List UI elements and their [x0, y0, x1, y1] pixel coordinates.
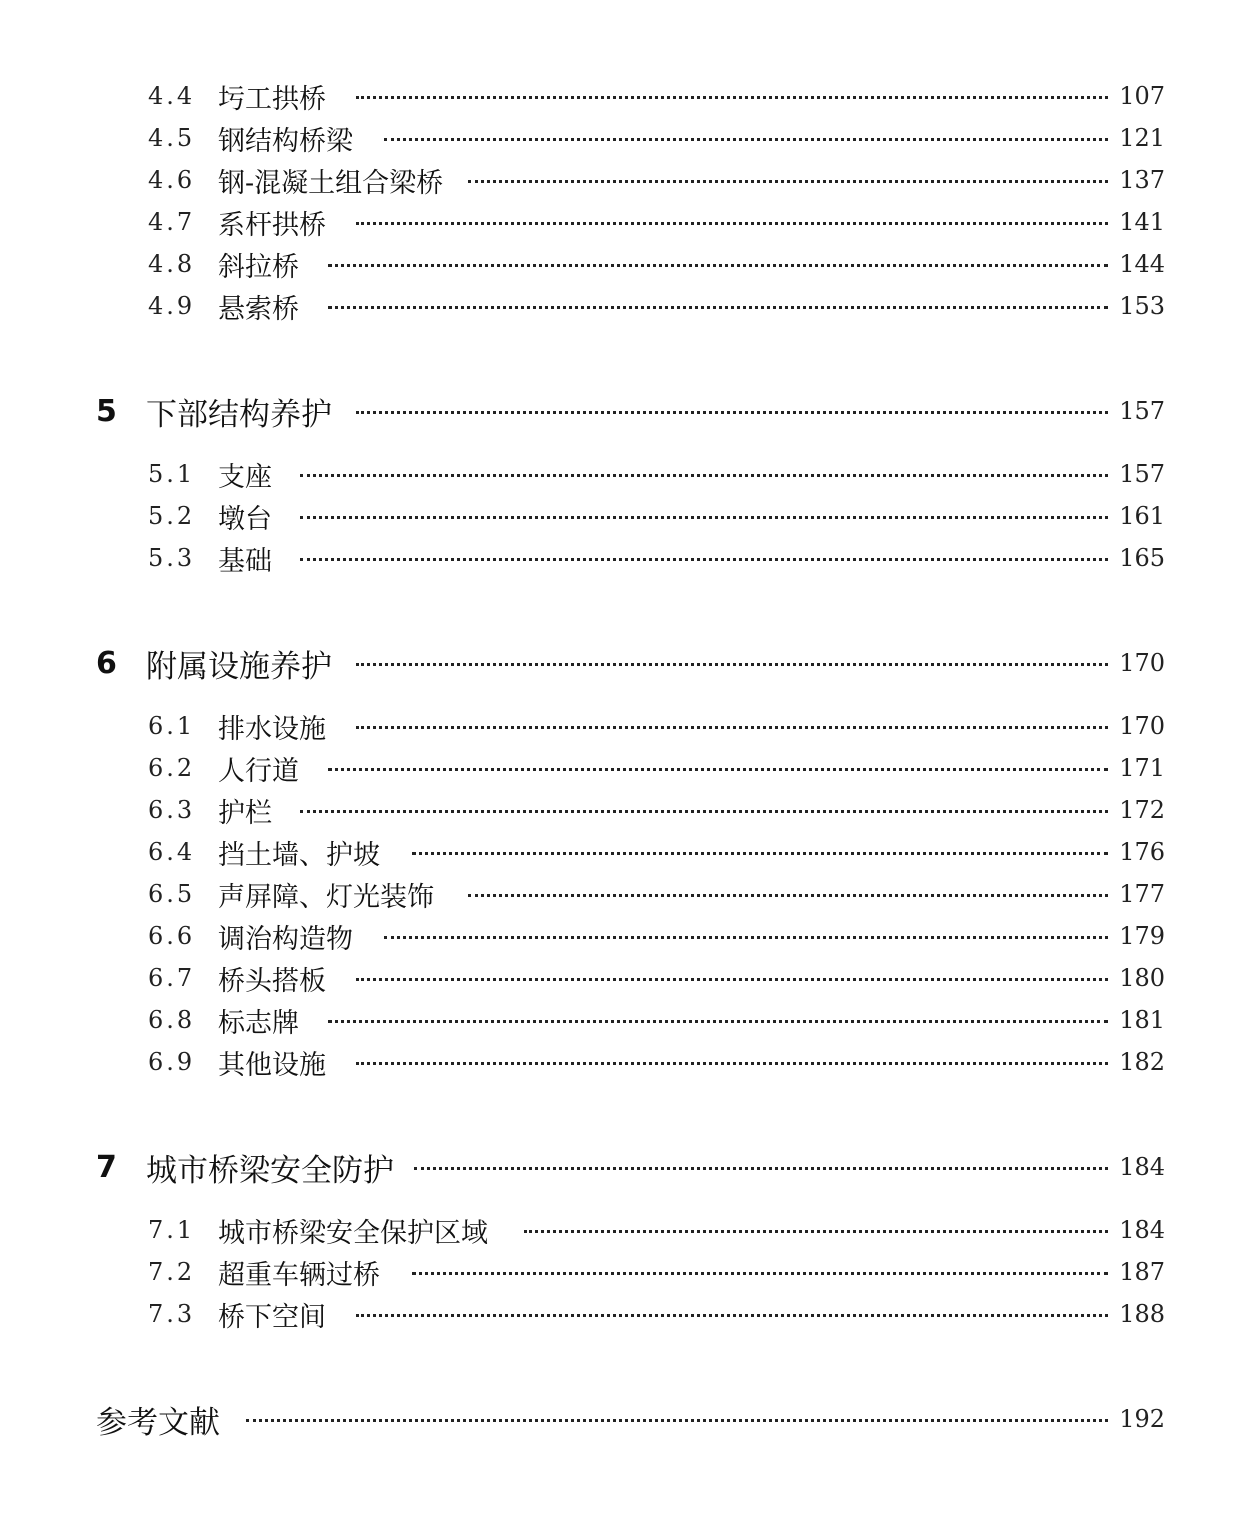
- leader-dots: [356, 411, 1108, 414]
- entry-title: 声屏障、灯光装饰: [218, 881, 434, 913]
- toc-entry-7-3[interactable]: [0, 1296, 1248, 1332]
- entry-number: 4.4: [148, 82, 196, 110]
- leader-dots: [524, 1230, 1108, 1233]
- entry-title: 其他设施: [218, 1049, 326, 1081]
- toc-references[interactable]: [0, 1397, 1248, 1441]
- entry-page-number: 179: [1119, 922, 1165, 950]
- entry-title: 超重车辆过桥: [218, 1259, 380, 1291]
- entry-number: 4.5: [148, 124, 196, 152]
- entry-title: 标志牌: [218, 1007, 299, 1039]
- chapter-number: 6: [96, 645, 117, 681]
- entry-title: 斜拉桥: [218, 251, 299, 283]
- toc-entry-5-2[interactable]: [0, 498, 1248, 534]
- entry-title: 墩台: [218, 503, 272, 535]
- toc-entry-6-4[interactable]: [0, 834, 1248, 870]
- entry-page-number: 177: [1119, 880, 1165, 908]
- entry-title: 钢-混凝土组合梁桥: [218, 167, 444, 199]
- leader-dots: [356, 1314, 1108, 1317]
- toc-chapter-7[interactable]: [0, 1145, 1248, 1189]
- entry-number: 7.2: [148, 1258, 196, 1286]
- entry-title: 支座: [218, 461, 272, 493]
- toc-entry-4-8[interactable]: [0, 246, 1248, 282]
- entry-page-number: 157: [1119, 397, 1165, 425]
- entry-page-number: 171: [1119, 754, 1165, 782]
- entry-page-number: 184: [1119, 1216, 1165, 1244]
- entry-number: 4.9: [148, 292, 196, 320]
- leader-dots: [356, 978, 1108, 981]
- entry-number: 7.1: [148, 1216, 196, 1244]
- chapter-title: 附属设施养护: [146, 648, 332, 685]
- entry-title: 桥下空间: [218, 1301, 326, 1333]
- leader-dots: [246, 1419, 1108, 1422]
- entry-page-number: 107: [1119, 82, 1165, 110]
- entry-page-number: 141: [1119, 208, 1165, 236]
- leader-dots: [468, 894, 1108, 897]
- toc-entry-7-2[interactable]: [0, 1254, 1248, 1290]
- leader-dots: [384, 138, 1108, 141]
- toc-entry-4-4[interactable]: [0, 78, 1248, 114]
- toc-chapter-6[interactable]: [0, 641, 1248, 685]
- leader-dots: [468, 180, 1108, 183]
- leader-dots: [356, 726, 1108, 729]
- entry-page-number: 144: [1119, 250, 1165, 278]
- entry-title: 护栏: [218, 797, 272, 829]
- entry-number: 6.8: [148, 1006, 196, 1034]
- entry-page-number: 170: [1119, 712, 1165, 740]
- toc-chapter-5[interactable]: [0, 389, 1248, 433]
- entry-page-number: 161: [1119, 502, 1165, 530]
- entry-title: 基础: [218, 545, 272, 577]
- entry-number: 5.2: [148, 502, 196, 530]
- entry-page-number: 165: [1119, 544, 1165, 572]
- leader-dots: [300, 558, 1108, 561]
- entry-number: 5.3: [148, 544, 196, 572]
- toc-entry-6-3[interactable]: [0, 792, 1248, 828]
- entry-page-number: 180: [1119, 964, 1165, 992]
- leader-dots: [356, 96, 1108, 99]
- toc-entry-6-7[interactable]: [0, 960, 1248, 996]
- toc-entry-4-5[interactable]: [0, 120, 1248, 156]
- entry-title: 系杆拱桥: [218, 209, 326, 241]
- leader-dots: [384, 936, 1108, 939]
- entry-page-number: 153: [1119, 292, 1165, 320]
- entry-page-number: 182: [1119, 1048, 1165, 1076]
- entry-title: 调治构造物: [218, 923, 353, 955]
- entry-number: 6.4: [148, 838, 196, 866]
- toc-entry-5-3[interactable]: [0, 540, 1248, 576]
- toc-entry-7-1[interactable]: [0, 1212, 1248, 1248]
- entry-number: 7.3: [148, 1300, 196, 1328]
- entry-page-number: 192: [1119, 1405, 1165, 1433]
- entry-page-number: 187: [1119, 1258, 1165, 1286]
- entry-page-number: 172: [1119, 796, 1165, 824]
- entry-number: 6.7: [148, 964, 196, 992]
- entry-number: 6.6: [148, 922, 196, 950]
- toc-entry-6-8[interactable]: [0, 1002, 1248, 1038]
- entry-title: 悬索桥: [218, 293, 299, 325]
- entry-number: 4.6: [148, 166, 196, 194]
- entry-page-number: 170: [1119, 649, 1165, 677]
- toc-entry-6-1[interactable]: [0, 708, 1248, 744]
- entry-title: 城市桥梁安全保护区域: [218, 1217, 488, 1249]
- references-title: 参考文献: [96, 1404, 220, 1441]
- entry-number: 6.1: [148, 712, 196, 740]
- leader-dots: [328, 264, 1108, 267]
- entry-title: 钢结构桥梁: [218, 125, 353, 157]
- entry-title: 圬工拱桥: [218, 83, 326, 115]
- leader-dots: [412, 852, 1108, 855]
- entry-number: 4.7: [148, 208, 196, 236]
- leader-dots: [356, 222, 1108, 225]
- entry-number: 6.5: [148, 880, 196, 908]
- entry-page-number: 176: [1119, 838, 1165, 866]
- chapter-title: 下部结构养护: [146, 396, 332, 433]
- entry-page-number: 121: [1119, 124, 1165, 152]
- toc-entry-6-6[interactable]: [0, 918, 1248, 954]
- toc-entry-4-9[interactable]: [0, 288, 1248, 324]
- entry-number: 5.1: [148, 460, 196, 488]
- entry-number: 6.2: [148, 754, 196, 782]
- entry-page-number: 137: [1119, 166, 1165, 194]
- entry-number: 4.8: [148, 250, 196, 278]
- chapter-number: 7: [96, 1149, 117, 1185]
- chapter-number: 5: [96, 393, 117, 429]
- leader-dots: [300, 516, 1108, 519]
- leader-dots: [412, 1272, 1108, 1275]
- entry-title: 桥头搭板: [218, 965, 326, 997]
- toc-entry-4-7[interactable]: [0, 204, 1248, 240]
- entry-page-number: 157: [1119, 460, 1165, 488]
- leader-dots: [328, 768, 1108, 771]
- entry-title: 排水设施: [218, 713, 326, 745]
- leader-dots: [328, 306, 1108, 309]
- toc-entry-4-6[interactable]: [0, 162, 1248, 198]
- entry-page-number: 188: [1119, 1300, 1165, 1328]
- entry-number: 6.3: [148, 796, 196, 824]
- entry-title: 挡土墙、护坡: [218, 839, 380, 871]
- leader-dots: [414, 1167, 1108, 1170]
- leader-dots: [300, 474, 1108, 477]
- leader-dots: [300, 810, 1108, 813]
- leader-dots: [356, 663, 1108, 666]
- leader-dots: [356, 1062, 1108, 1065]
- leader-dots: [328, 1020, 1108, 1023]
- chapter-title: 城市桥梁安全防护: [146, 1152, 394, 1189]
- entry-page-number: 181: [1119, 1006, 1165, 1034]
- entry-title: 人行道: [218, 755, 299, 787]
- toc-entry-6-9[interactable]: [0, 1044, 1248, 1080]
- entry-number: 6.9: [148, 1048, 196, 1076]
- toc-entry-5-1[interactable]: [0, 456, 1248, 492]
- toc-entry-6-2[interactable]: [0, 750, 1248, 786]
- toc-entry-6-5[interactable]: [0, 876, 1248, 912]
- entry-page-number: 184: [1119, 1153, 1165, 1181]
